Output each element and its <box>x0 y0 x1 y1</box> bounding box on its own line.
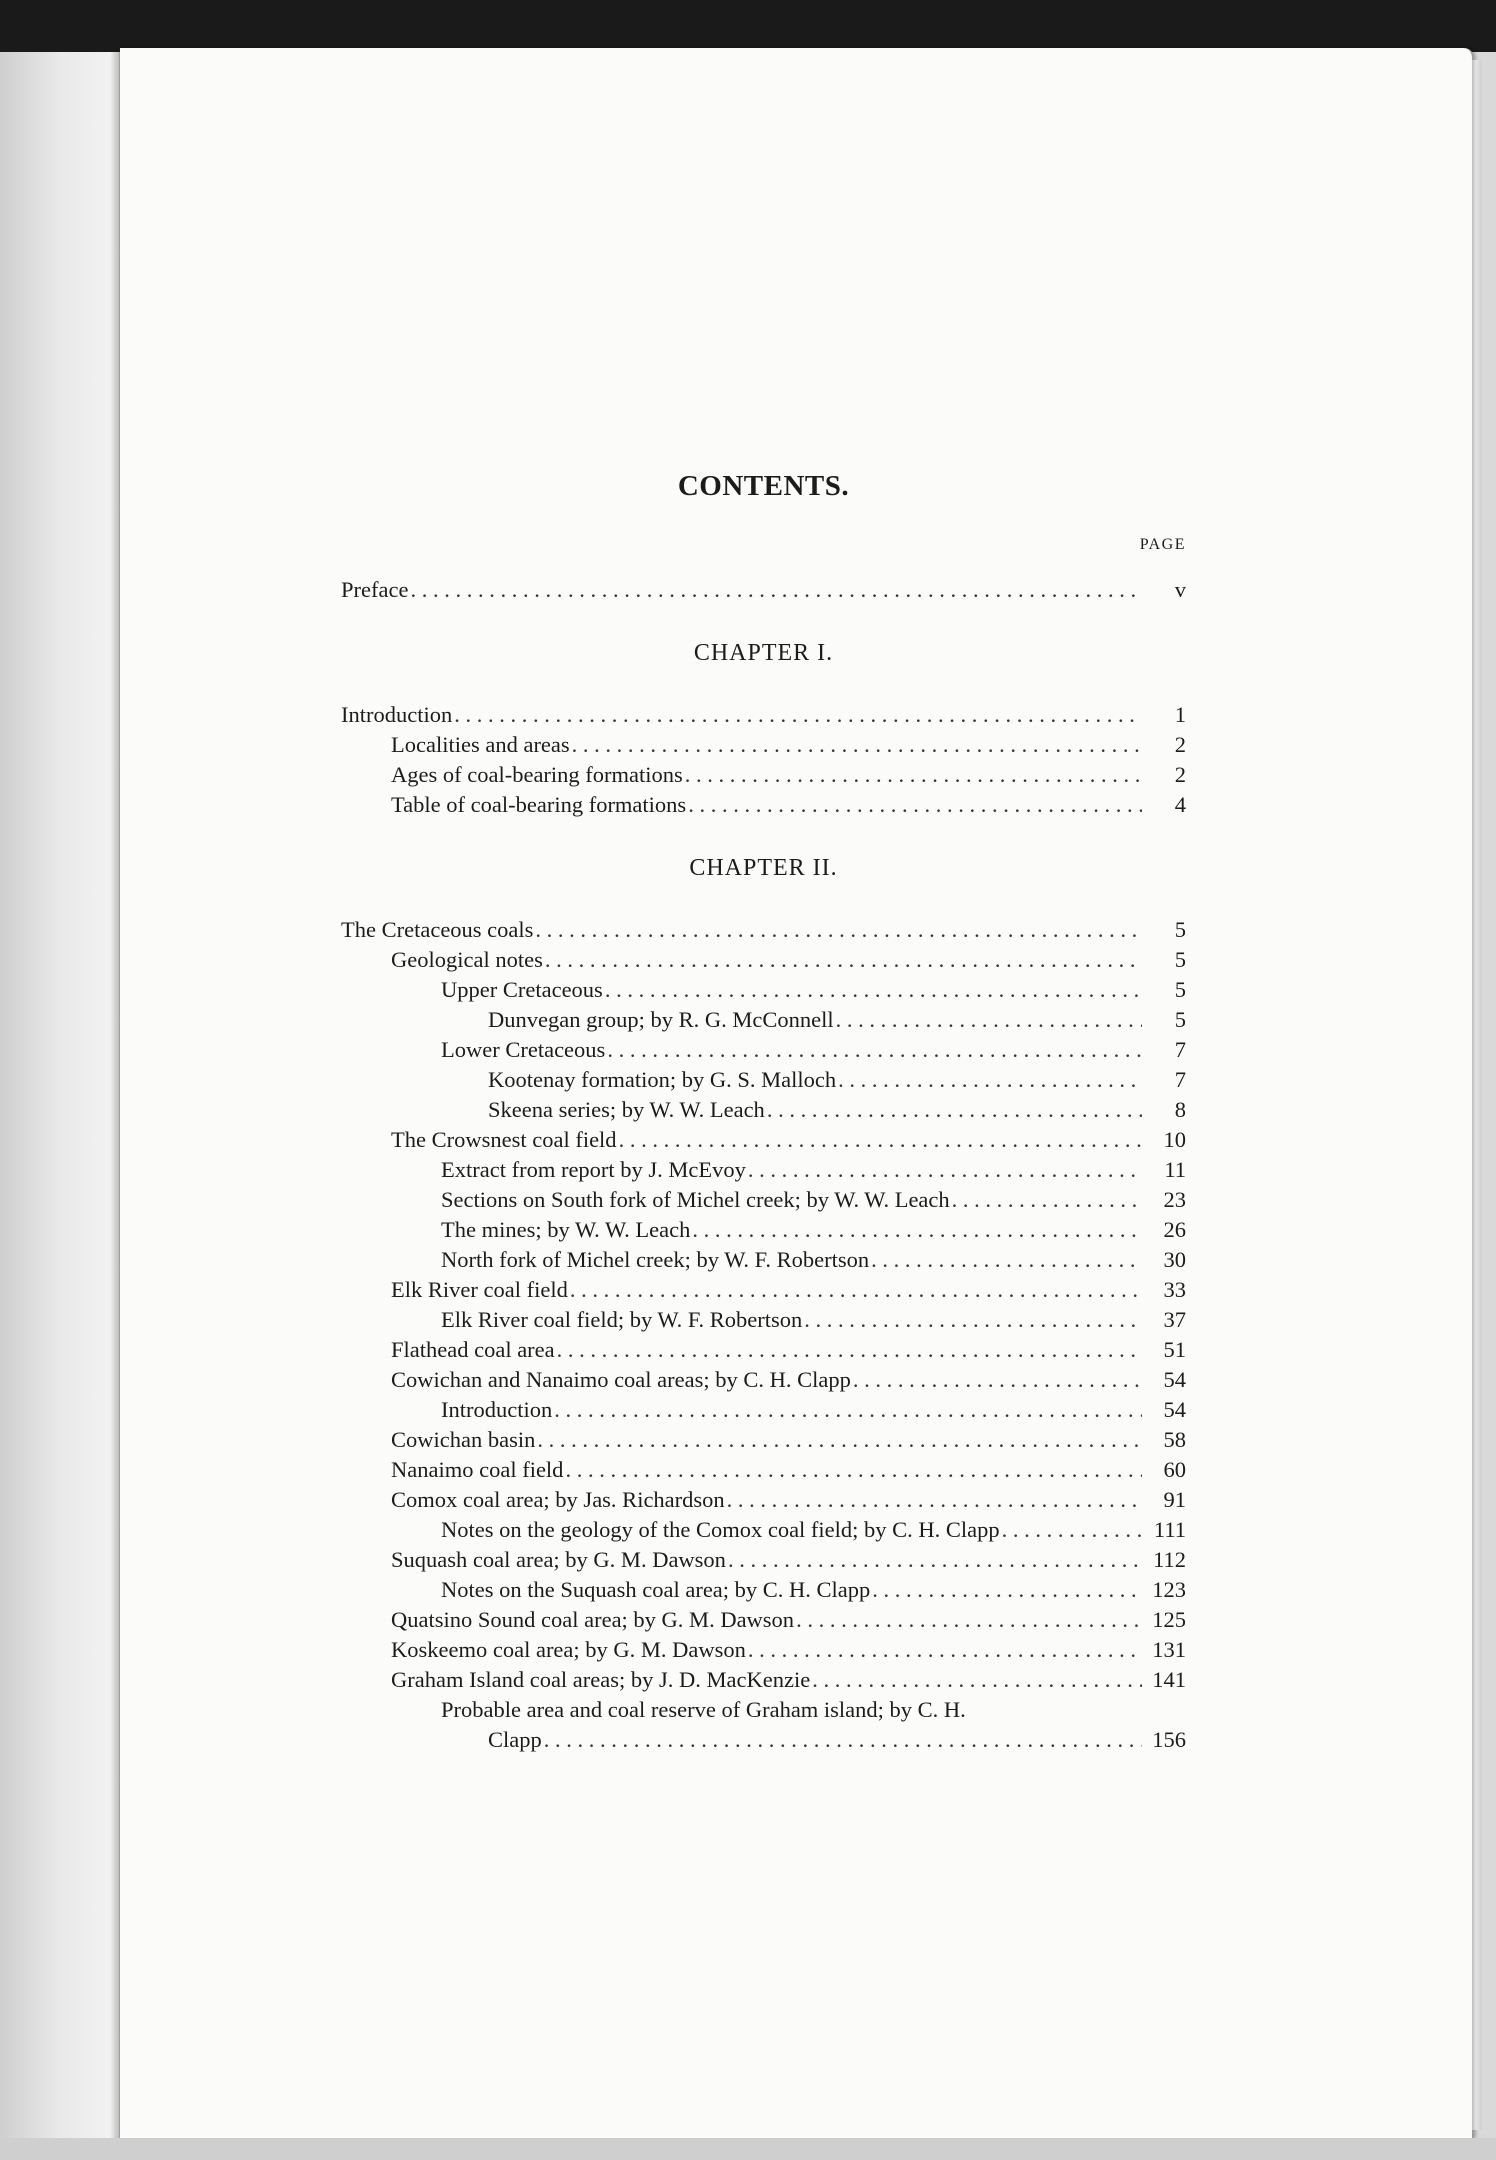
toc-entry <box>341 1665 1186 1695</box>
dot-leader <box>692 1215 1142 1245</box>
toc-entry-page: 51 <box>1163 1337 1186 1362</box>
toc-entry <box>341 975 1186 1005</box>
toc-entry-page: 60 <box>1163 1457 1186 1482</box>
toc-entry <box>341 1125 1186 1155</box>
toc-entry-label: Upper Cretaceous <box>441 977 603 1002</box>
toc-entry-label: Localities and areas <box>391 732 570 757</box>
toc-entry-preface <box>341 575 1186 605</box>
toc-entry-page: 131 <box>1152 1637 1186 1662</box>
toc-entry-label: Lower Cretaceous <box>441 1037 606 1062</box>
toc-entry-page: 30 <box>1163 1247 1186 1272</box>
dot-leader <box>685 760 1142 790</box>
toc-entry <box>341 1185 1186 1215</box>
toc-entry <box>341 1575 1186 1605</box>
page-title: CONTENTS. <box>677 470 850 502</box>
toc-entry <box>341 1605 1186 1635</box>
toc-entry <box>341 1485 1186 1515</box>
toc-entry <box>341 1065 1186 1095</box>
dot-leader <box>1002 1515 1142 1545</box>
toc-entry-page: 26 <box>1163 1217 1186 1242</box>
toc-entry-label: Notes on the geology of the Comox coal field; by C. H. Clapp <box>441 1517 1000 1542</box>
toc-entry-page: 123 <box>1152 1577 1186 1602</box>
toc-entry-label: Comox coal area; by Jas. Richardson <box>391 1487 725 1512</box>
dot-leader <box>619 1125 1142 1155</box>
toc-entry <box>341 1095 1186 1125</box>
toc-entry-label: The mines; by W. W. Leach <box>441 1217 691 1242</box>
dot-leader <box>853 1365 1142 1395</box>
toc-entry <box>341 790 1186 820</box>
toc-entry <box>341 1515 1186 1545</box>
toc-entry-label: Sections on South fork of Michel creek; by W. W. Leach <box>441 1187 950 1212</box>
scan-left-margin <box>0 0 120 2160</box>
toc-entry-label: The Cretaceous coals <box>341 917 534 942</box>
toc-entry-page: 112 <box>1153 1547 1186 1572</box>
dot-leader <box>727 1485 1142 1515</box>
toc-entry-label: Dunvegan group; by R. G. McConnell <box>488 1007 834 1032</box>
toc-entry-page: 8 <box>1174 1097 1186 1122</box>
dot-leader <box>607 1035 1142 1065</box>
chapter-heading-2: CHAPTER II. <box>689 855 838 881</box>
dot-leader <box>557 1335 1142 1365</box>
dot-leader <box>605 975 1142 1005</box>
toc-entry-label: Cowichan basin <box>391 1427 536 1452</box>
dot-leader <box>748 1155 1142 1185</box>
toc-entry-page: 5 <box>1174 1007 1186 1032</box>
toc-entry-label: Suquash coal area; by G. M. Dawson <box>391 1547 726 1572</box>
toc-entry <box>341 1365 1186 1395</box>
toc-entry-label: Clapp <box>488 1727 542 1752</box>
toc-entry-label: Koskeemo coal area; by G. M. Dawson <box>391 1637 746 1662</box>
toc-entry-label: The Crowsnest coal field <box>391 1127 617 1152</box>
toc-entry-page: 5 <box>1174 977 1186 1002</box>
toc-entry-page: 2 <box>1174 732 1186 757</box>
dot-leader <box>838 1065 1142 1095</box>
toc-entry-page: 156 <box>1152 1727 1186 1752</box>
toc-entry <box>341 1035 1186 1065</box>
toc-entry-page: 4 <box>1174 792 1186 817</box>
toc-entry <box>341 1215 1186 1245</box>
dot-leader <box>572 730 1142 760</box>
dot-leader <box>812 1665 1142 1695</box>
toc-entry <box>341 1275 1186 1305</box>
toc-entry <box>341 1545 1186 1575</box>
dot-leader <box>748 1635 1142 1665</box>
toc-entry <box>341 1155 1186 1185</box>
toc-entry-label: Skeena series; by W. W. Leach <box>488 1097 765 1122</box>
toc-entry-page: 125 <box>1152 1607 1186 1632</box>
toc-entry <box>341 1005 1186 1035</box>
toc-entry-page: 54 <box>1163 1367 1186 1392</box>
toc-entry <box>341 1725 1186 1755</box>
toc-entry-label-line1: Probable area and coal reserve of Graham island; by C. H. <box>441 1697 966 1722</box>
toc-entry-label: Elk River coal field; by W. F. Robertson <box>441 1307 803 1332</box>
toc-entry-label: Kootenay formation; by G. S. Malloch <box>488 1067 837 1092</box>
scan-top-border <box>0 0 1496 52</box>
toc-entry <box>341 1305 1186 1335</box>
toc-entry-label: Notes on the Suquash coal area; by C. H. Clapp <box>441 1577 871 1602</box>
dot-leader <box>872 1575 1142 1605</box>
dot-leader <box>767 1095 1142 1125</box>
dot-leader <box>871 1245 1142 1275</box>
toc-entry-label: Quatsino Sound coal area; by G. M. Dawson <box>391 1607 795 1632</box>
toc-entry <box>341 1455 1186 1485</box>
dot-leader <box>544 1725 1142 1755</box>
toc-entry-label: Preface <box>341 577 409 602</box>
dot-leader <box>804 1305 1142 1335</box>
toc-entry-label: Introduction <box>341 702 453 727</box>
toc-entry-label: Introduction <box>441 1397 553 1422</box>
toc-entry <box>341 915 1186 945</box>
toc-entry-page: 7 <box>1174 1067 1186 1092</box>
toc-entry-page: 5 <box>1174 917 1186 942</box>
dot-leader <box>454 700 1142 730</box>
toc-entry-label: Graham Island coal areas; by J. D. MacKenzie <box>391 1667 811 1692</box>
toc-entry-page: 5 <box>1174 947 1186 972</box>
dot-leader <box>410 575 1142 605</box>
dot-leader <box>952 1185 1142 1215</box>
toc-entry-label: North fork of Michel creek; by W. F. Robertson <box>441 1247 870 1272</box>
page-edge <box>1472 60 1482 2130</box>
toc-entry <box>341 1425 1186 1455</box>
toc-entry <box>341 700 1186 730</box>
toc-entry-page: 37 <box>1163 1307 1186 1332</box>
toc-entry-label: Ages of coal-bearing formations <box>391 762 683 787</box>
toc-entry <box>341 1395 1186 1425</box>
toc-entry <box>341 760 1186 790</box>
dot-leader <box>796 1605 1142 1635</box>
toc-entry-page: 10 <box>1163 1127 1186 1152</box>
dot-leader <box>688 790 1142 820</box>
toc-entry-page: 141 <box>1152 1667 1186 1692</box>
toc-entry-page: 33 <box>1163 1277 1186 1302</box>
scan-bottom-border <box>0 2138 1496 2160</box>
toc-entry-label: Elk River coal field <box>391 1277 568 1302</box>
toc-entry-page: 91 <box>1163 1487 1186 1512</box>
toc-entry-label: Flathead coal area <box>391 1337 555 1362</box>
chapter-heading-1: CHAPTER I. <box>693 640 834 666</box>
toc-entry <box>341 1335 1186 1365</box>
dot-leader <box>570 1275 1142 1305</box>
toc-entry-page: 23 <box>1163 1187 1186 1212</box>
dot-leader <box>836 1005 1142 1035</box>
toc-entry-page: 1 <box>1174 702 1186 727</box>
toc-entry-label: Nanaimo coal field <box>391 1457 564 1482</box>
toc-entry <box>341 1245 1186 1275</box>
toc-entry-page: 111 <box>1153 1517 1186 1542</box>
toc-entry-label: Cowichan and Nanaimo coal areas; by C. H. Clapp <box>391 1367 851 1392</box>
toc-entry <box>341 730 1186 760</box>
toc-entry <box>341 945 1186 975</box>
toc-entry-page: 11 <box>1164 1157 1186 1182</box>
dot-leader <box>728 1545 1142 1575</box>
toc-entry-page: 58 <box>1163 1427 1186 1452</box>
toc-entry-page: 54 <box>1163 1397 1186 1422</box>
toc-entry-page: v <box>1174 577 1186 602</box>
toc-entry-page: 7 <box>1174 1037 1186 1062</box>
dot-leader <box>535 915 1142 945</box>
toc-entry-page: 2 <box>1174 762 1186 787</box>
toc-entry-label: Extract from report by J. McEvoy <box>441 1157 746 1182</box>
toc-entry-label: Table of coal-bearing formations <box>391 792 687 817</box>
dot-leader <box>565 1455 1142 1485</box>
toc-entry-label: Geological notes <box>391 947 543 972</box>
dot-leader <box>537 1425 1142 1455</box>
toc-entry <box>341 1635 1186 1665</box>
dot-leader <box>545 945 1142 975</box>
page-column-heading: PAGE <box>1139 536 1186 553</box>
dot-leader <box>554 1395 1142 1425</box>
